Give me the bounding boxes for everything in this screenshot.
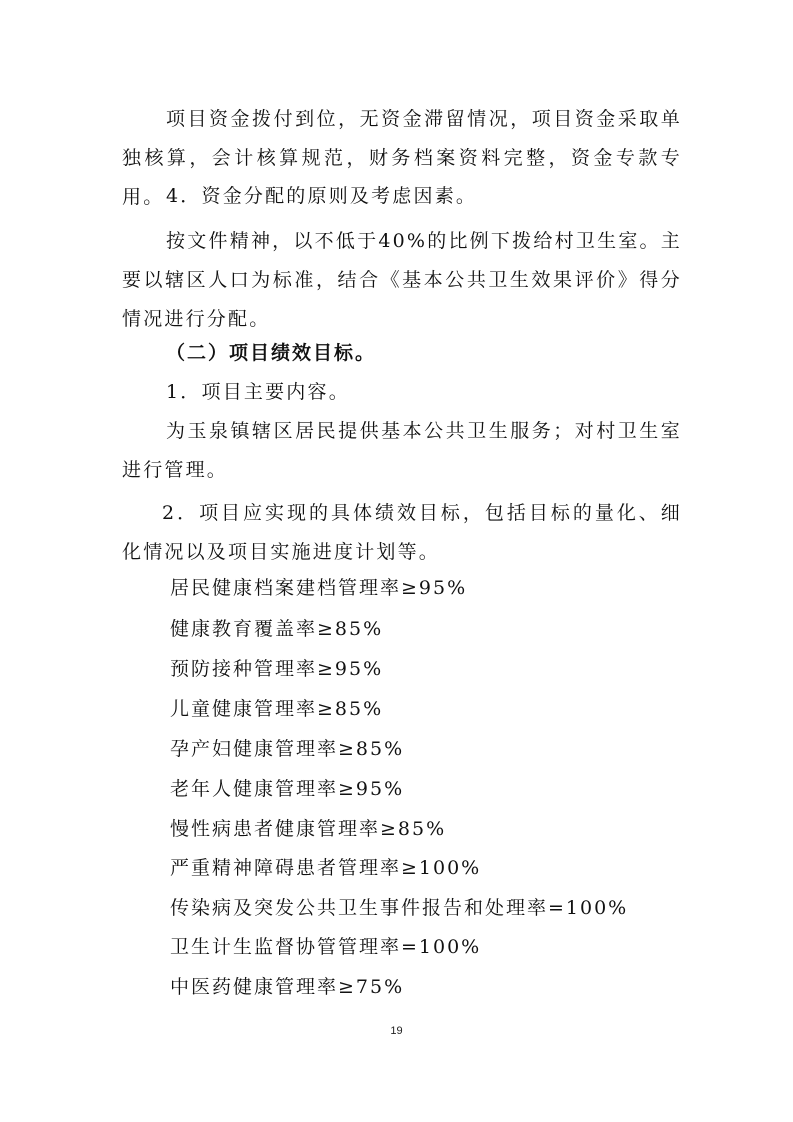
paragraph-main-content: 为玉泉镇辖区居民提供基本公共卫生服务；对村卫生室进行管理。: [122, 420, 682, 481]
target-item: 孕产妇健康管理率≥85%: [170, 738, 405, 760]
target-item: 预防接种管理率≥95%: [170, 658, 384, 680]
item-4-title: 4．资金分配的原则及考虑因素。: [166, 185, 478, 207]
page-number: 19: [390, 1025, 403, 1037]
target-item: 慢性病患者健康管理率≥85%: [170, 818, 447, 840]
target-item: 卫生计生监督协管管理率=100%: [170, 936, 482, 958]
target-item: 居民健康档案建档管理率≥95%: [170, 577, 468, 599]
item-2-title: 2．项目应实现的具体绩效目标，包括目标的量化、细化情况以及项目实施进度计划等。: [122, 502, 682, 563]
target-item: 传染病及突发公共卫生事件报告和处理率=100%: [170, 897, 629, 919]
target-item: 严重精神障碍患者管理率≥100%: [170, 857, 482, 879]
paragraph-allocation: 按文件精神，以不低于40%的比例下拨给村卫生室。主要以辖区人口为标准，结合《基本公共卫生效果评价》得分情况进行分配。: [122, 230, 682, 330]
section-heading: （二）项目绩效目标。: [166, 342, 377, 364]
target-item: 老年人健康管理率≥95%: [170, 778, 405, 800]
item-1-title: 1．项目主要内容。: [166, 381, 350, 403]
target-item: 儿童健康管理率≥85%: [170, 698, 384, 720]
paragraph-fund-status: 项目资金拨付到位，无资金滞留情况，项目资金采取单独核算，会计核算规范，财务档案资料完整，资金专款专用。: [122, 108, 682, 208]
target-item: 中医药健康管理率≥75%: [170, 976, 405, 998]
target-item: 健康教育覆盖率≥85%: [170, 618, 384, 640]
